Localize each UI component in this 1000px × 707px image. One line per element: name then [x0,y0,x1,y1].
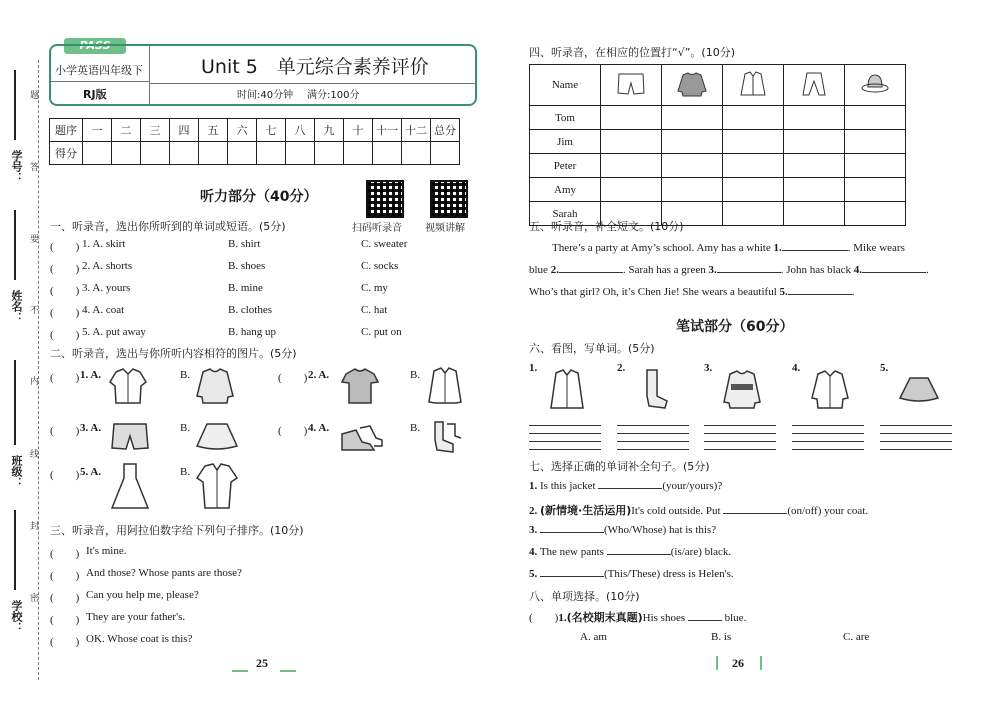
question-number: 2. A. [308,369,330,381]
check-cell[interactable] [784,130,845,154]
sweater-icon [722,368,766,412]
score-cell[interactable] [431,142,460,165]
class-label: 班级： [10,455,23,488]
blank-number: 2. [550,264,559,276]
passage-line-1 [552,242,957,254]
margin-char: 封 [30,522,40,532]
writing-section-title: 笔试部分（60分） [676,319,794,335]
answer-bracket[interactable]: ( ) [50,307,80,319]
writing-line[interactable] [617,449,689,450]
student-name: Jim [530,130,601,154]
leaf-ornament-right [760,656,762,670]
question-number: 2. [529,505,538,517]
option-b: B. shirt [228,238,261,250]
score-cell[interactable] [83,142,112,165]
score-header-cell: 五 [199,119,228,142]
dress-icon [110,462,150,512]
writing-line[interactable] [704,441,776,442]
student-name: Amy [530,178,601,202]
check-cell[interactable] [723,202,784,226]
blank-2[interactable] [559,272,623,273]
shorts-cell [601,65,662,106]
question-text: blue. [724,612,747,624]
writing-line[interactable] [792,433,864,434]
option-a: 2. A. shorts [82,260,133,272]
sentence-start: Is this jacket [540,480,599,492]
sentence-end: (This/These) dress is Helen's. [604,568,734,580]
question-number: 4. [529,546,538,558]
skirt-icon [195,420,239,454]
option-b: B. shoes [228,260,266,272]
skirt-icon [898,368,942,412]
writing-line[interactable] [880,425,952,426]
option-b: B. [180,369,191,381]
exam-header [49,44,477,106]
sentence-end: (is/are) black. [670,546,732,558]
picture-number: 1. [529,362,538,374]
answer-bracket[interactable]: ( ) [50,372,80,384]
option-a: 4. A. coat [82,304,125,316]
blank-3[interactable] [717,272,781,273]
score-cell[interactable] [141,142,170,165]
school-underline [14,510,16,590]
answer-bracket[interactable]: ( ) [529,612,559,624]
writing-line[interactable] [792,425,864,426]
question-number: 5. A. [80,466,102,478]
blank-number: 4. [853,264,862,276]
answer-bracket[interactable]: ( ) [278,372,308,384]
shorts-icon [616,71,646,97]
score-header-cell: 十一 [373,119,402,142]
answer-bracket[interactable]: ( ) [50,592,80,604]
score-header-cell: 四 [170,119,199,142]
section-5-title: 五、听录音，补全短文。(10分) [529,220,684,233]
passage-text: . Sarah has a green [622,264,709,276]
writing-line[interactable] [792,449,864,450]
score-cell[interactable] [286,142,315,165]
sentence-end: (Who/Whose) hat is this? [604,524,717,536]
check-cell[interactable] [845,178,906,202]
check-cell[interactable] [601,130,662,154]
leaf-ornament-left [716,656,718,670]
shorts-icon [110,420,150,454]
answer-bracket[interactable]: ( ) [50,570,80,582]
option-a[interactable]: A. am [580,631,607,643]
score-header-cell: 十二 [402,119,431,142]
pants-cell [784,65,845,106]
question-number: 1. [558,612,567,624]
time-label: 时间:40分钟 [237,90,294,101]
passage-text: . John has black [780,264,854,276]
option-b: B. [410,422,421,434]
writing-line[interactable] [617,441,689,442]
option-b: B. hang up [228,326,276,338]
student-name: Sarah [530,202,601,226]
score-header-cell: 总分 [431,119,460,142]
qr-code[interactable] [366,180,404,218]
check-cell[interactable] [845,202,906,226]
margin-char: 线 [30,450,40,460]
score-cell[interactable] [112,142,141,165]
question-text: His shoes [642,612,686,624]
margin-char: 题 [30,91,40,101]
writing-line[interactable] [529,441,601,442]
picture-number: 3. [704,362,713,374]
check-cell[interactable] [662,130,723,154]
sentence: OK. Whose coat is this? [86,633,193,645]
shirt-icon [425,366,465,406]
blank-number: 5. [779,286,788,298]
check-cell[interactable] [662,178,723,202]
check-cell[interactable] [723,178,784,202]
shirt-icon [738,71,768,97]
option-b: B. [410,369,421,381]
answer-bracket[interactable]: ( ) [278,425,308,437]
section-2-title: 二、听录音，选出与你所听内容相符的图片。(5分) [50,347,297,360]
id-underline [14,70,16,140]
blank-number: 1. [773,242,782,254]
option-b: B. [180,466,191,478]
writing-line[interactable] [704,433,776,434]
fill-sentence [529,524,716,536]
sentence-start: It's cold outside. Put [631,505,724,517]
shoes-icon [340,420,384,454]
margin-char: 密 [30,594,40,604]
passage-line-2: blue 2. . Sarah has a green 3. . John has black 4. . [529,264,929,276]
question-number: 3. [529,524,538,536]
qr-caption: 视频讲解 [425,223,465,234]
score-cell[interactable] [228,142,257,165]
check-cell[interactable] [662,154,723,178]
socks-icon [425,420,465,454]
passage-text: . Mike wears [847,242,905,254]
score-cell[interactable] [199,142,228,165]
check-cell[interactable] [601,106,662,130]
option-c: C. my [361,282,388,294]
score-header-cell: 十 [344,119,373,142]
picture-number: 5. [880,362,889,374]
question-tag: (新情境·生活运用) [540,504,632,517]
question-number: 4. A. [308,422,330,434]
option-b[interactable]: B. is [711,631,732,643]
name-underline [14,210,16,280]
option-c: C. sweater [361,238,408,250]
option-a: 1. A. skirt [82,238,126,250]
exam-title: Unit 5 单元综合素养评价 [201,56,429,78]
writing-line[interactable] [704,449,776,450]
sentence-end: (on/off) your coat. [787,505,869,517]
school-label: 学校： [10,600,23,633]
question-number: 3. A. [80,422,102,434]
sentence-end: (your/yours)? [662,480,723,492]
pass-logo: PASS [64,38,126,54]
score-header-cell: 题序 [50,119,83,142]
check-cell[interactable] [784,154,845,178]
score-cell[interactable] [344,142,373,165]
option-b: B. clothes [228,304,272,316]
option-a: 3. A. yours [82,282,131,294]
sock-icon [635,368,679,412]
option-a: 5. A. put away [82,326,146,338]
answer-bracket[interactable]: ( ) [50,614,80,626]
score-cell[interactable] [402,142,431,165]
fill-sentence [529,502,868,518]
answer-blank[interactable] [607,554,671,555]
student-name: Peter [530,154,601,178]
score-header-cell: 三 [141,119,170,142]
shirt-icon [547,368,591,412]
check-cell[interactable] [723,106,784,130]
answer-bracket[interactable]: ( ) [50,329,80,341]
score-cell[interactable] [257,142,286,165]
writing-line[interactable] [880,441,952,442]
fill-sentence [529,568,734,580]
check-cell[interactable] [784,202,845,226]
blank-4[interactable] [862,272,926,273]
grade-label: 小学英语四年级下 [55,64,143,77]
answer-bracket[interactable]: ( ) [50,636,80,648]
blank-5[interactable] [788,294,852,295]
score-header-cell: 九 [315,119,344,142]
score-label-cell: 得分 [50,142,83,165]
question-number: 1. [529,480,538,492]
picture-number: 4. [792,362,801,374]
fill-sentence [529,480,722,492]
section-8-title: 八、单项选择。(10分) [529,590,640,603]
score-table [49,118,460,165]
score-cell[interactable] [170,142,199,165]
option-b: B. [180,422,191,434]
margin-char: 内 [30,377,40,387]
edition-label: RJ版 [83,88,107,101]
option-c[interactable]: C. are [843,631,870,643]
listening-section-title: 听力部分（40分） [200,189,318,205]
section-4-title: 四、听录音，在相应的位置打“√”。(10分) [529,46,735,59]
check-cell[interactable] [723,130,784,154]
listening-grid [529,64,906,226]
check-cell[interactable] [845,106,906,130]
fill-sentence [529,546,731,558]
margin-char: 答 [30,163,40,173]
passage-text: Who’s that girl? Oh, it’s Chen Jie! She wears a beautiful [529,286,780,298]
check-cell[interactable] [845,130,906,154]
score-cell[interactable] [315,142,344,165]
writing-line[interactable] [617,433,689,434]
blank-1[interactable] [782,250,848,251]
section-6-title: 六、看图，写单词。(5分) [529,342,655,355]
question-number: 1. A. [80,369,102,381]
name-label: 姓名： [10,290,23,323]
check-cell[interactable] [662,106,723,130]
answer-bracket[interactable]: ( ) [50,425,80,437]
score-header-cell: 六 [228,119,257,142]
writing-line[interactable] [792,441,864,442]
score-header-cell: 八 [286,119,315,142]
writing-line[interactable] [529,449,601,450]
option-c: C. socks [361,260,399,272]
hat-cell [845,65,906,106]
leaf-ornament-right [280,656,296,672]
sweater-icon [195,366,235,406]
score-label: 满分:100分 [307,90,360,101]
score-header-cell: 一 [83,119,112,142]
section-7-title: 七、选择正确的单词补全句子。(5分) [529,460,710,473]
option-c: C. put on [361,326,402,338]
writing-line[interactable] [880,449,952,450]
grid-header-name: Name [530,65,601,106]
page-number-left: 25 [256,656,268,670]
cut-line [38,60,39,680]
score-header-cell: 二 [112,119,141,142]
coat-icon [810,368,854,412]
jacket-icon [108,366,148,406]
check-cell[interactable] [601,154,662,178]
class-underline [14,360,16,445]
sentence: Can you help me, please? [86,589,199,601]
student-id-label: 学号： [10,150,23,183]
qr-code[interactable] [430,180,468,218]
mc-question-1 [529,609,746,625]
answer-blank[interactable] [723,513,787,514]
passage-text: blue [529,264,551,276]
passage-text: There’s a party at Amy’s school. Amy has a white [552,242,774,254]
answer-bracket[interactable]: ( ) [50,285,80,297]
student-name: Tom [530,106,601,130]
sentence: It's mine. [86,545,127,557]
option-c: C. hat [361,304,388,316]
check-cell[interactable] [784,178,845,202]
answer-blank[interactable] [540,576,604,577]
t-shirt-icon [340,366,380,406]
check-cell[interactable] [601,178,662,202]
option-b: B. mine [228,282,263,294]
question-tag: (名校期末真题) [566,611,643,624]
answer-bracket[interactable]: ( ) [50,548,80,560]
coat-icon [195,462,239,512]
sentence: They are your father's. [86,611,186,623]
passage-line-3: Who’s that girl? Oh, it’s Chen Jie! She wears a beautiful 5. . [529,286,855,298]
score-header-cell: 七 [257,119,286,142]
margin-char: 不 [30,306,40,316]
answer-bracket[interactable]: ( ) [50,241,80,253]
writing-line[interactable] [529,425,601,426]
score-cell[interactable] [373,142,402,165]
check-cell[interactable] [784,106,845,130]
margin-char: 要 [30,235,40,245]
picture-number: 2. [617,362,626,374]
writing-line[interactable] [617,425,689,426]
leaf-ornament-left [232,656,248,672]
sentence: And those? Whose pants are those? [86,567,242,579]
section-3-title: 三、听录音，用阿拉伯数字给下列句子排序。(10分) [50,524,304,537]
check-cell[interactable] [723,154,784,178]
page-number-right: 26 [732,656,744,670]
question-number: 5. [529,568,538,580]
qr-caption: 扫码听录音 [352,223,402,234]
check-cell[interactable] [845,154,906,178]
answer-blank[interactable] [540,532,604,533]
blank-number: 3. [708,264,717,276]
answer-bracket[interactable]: ( ) [50,469,80,481]
sweater-icon [677,71,707,97]
sentence-start: The new pants [539,546,607,558]
section-1-title: 一、听录音，选出你所听到的单词或短语。(5分) [50,220,286,233]
writing-line[interactable] [880,433,952,434]
sweater-cell [662,65,723,106]
writing-line[interactable] [529,433,601,434]
answer-blank[interactable] [688,620,722,621]
writing-line[interactable] [704,425,776,426]
answer-bracket[interactable]: ( ) [50,263,80,275]
answer-blank[interactable] [598,488,662,489]
pants-icon [799,71,829,97]
hat-icon [860,71,890,97]
shirt-cell [723,65,784,106]
